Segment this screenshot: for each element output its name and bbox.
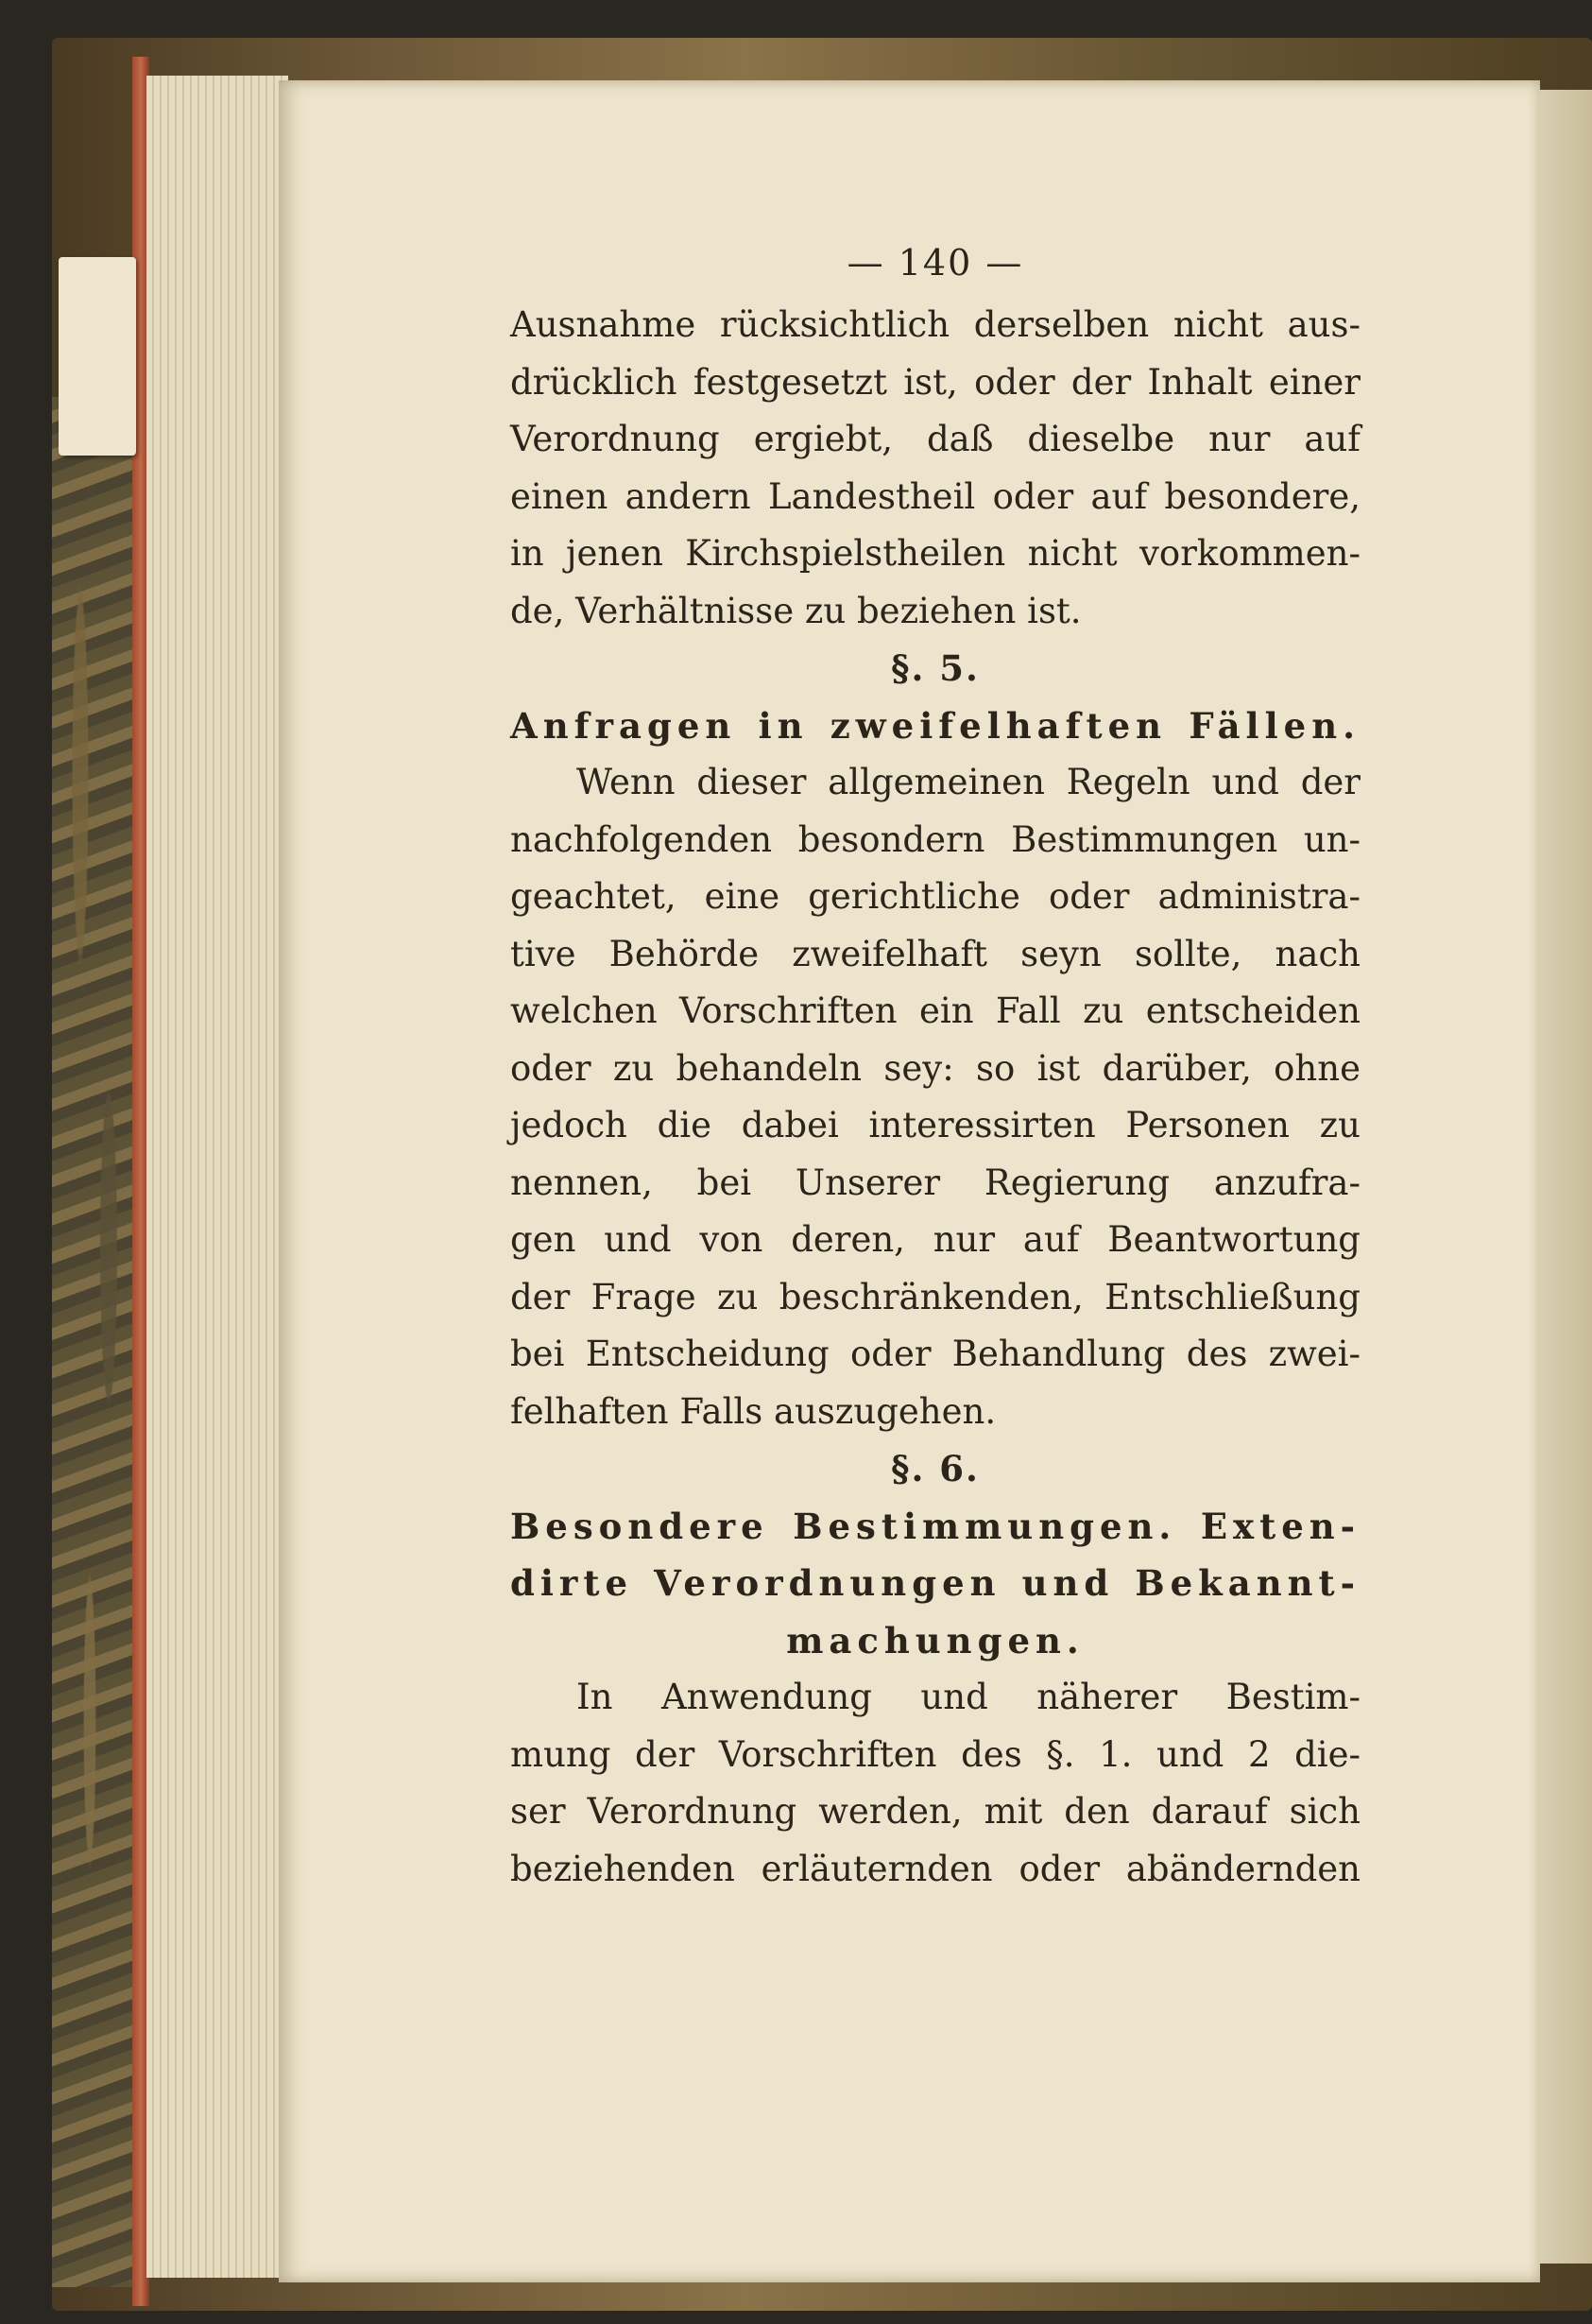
text-line: Ausnahme rücksichtlich derselben nicht aus- <box>510 304 1361 345</box>
text-line: mung der Vorschriften des §. 1. und 2 die- <box>510 1733 1361 1775</box>
text-line: beziehenden erläuternden oder abändernden <box>510 1848 1361 1889</box>
text-line: felhaften Falls auszugehen. <box>510 1390 997 1432</box>
text-line: tive Behörde zweifelhaft seyn sollte, nach <box>510 933 1361 974</box>
section-5-paragraph <box>510 754 1361 1440</box>
section-6-number: §. 6. <box>891 1448 980 1489</box>
text-line: Verordnung ergiebt, daß dieselbe nur auf <box>510 419 1361 459</box>
text-line: de, Verhältnisse zu beziehen ist. <box>510 590 1082 631</box>
text-line: einen andern Landestheil oder auf besondere, <box>510 475 1361 517</box>
section-5-title: Anfragen in zweifelhaften Fällen. <box>510 704 1361 747</box>
page-edges-stack <box>146 76 288 2278</box>
section-6-title-line: machungen. <box>786 1619 1085 1661</box>
section-6-title-line: Besondere Bestimmungen. Exten- <box>510 1505 1361 1547</box>
text-line: Wenn dieser allgemeinen Regeln und der <box>576 762 1361 802</box>
text-line: geachtet, eine gerichtliche oder administra- <box>510 876 1361 917</box>
text-line: drücklich festgesetzt ist, oder der Inhalt einer <box>510 361 1361 403</box>
text-line: nachfolgenden besondern Bestimmungen un- <box>510 818 1361 860</box>
bookmark-tab <box>59 257 136 456</box>
text-line: jedoch die dabei interessirten Personen zu <box>510 1105 1361 1145</box>
text-line: ser Verordnung werden, mit den darauf sich <box>510 1791 1361 1832</box>
paragraph-continued <box>510 297 1361 640</box>
next-page-edge <box>1540 90 1592 2264</box>
section-6-title-line: dirte Verordnungen und Bekannt- <box>510 1562 1361 1604</box>
text-line: welchen Vorschriften ein Fall zu entscheiden <box>510 990 1361 1031</box>
text-line: bei Entscheidung oder Behandlung des zwei- <box>510 1334 1361 1374</box>
section-5-number: §. 5. <box>891 647 980 689</box>
text-line: In Anwendung und näherer Bestim- <box>576 1677 1361 1717</box>
page-number: — 140 — <box>847 242 1024 284</box>
page-text <box>510 236 1361 1898</box>
text-line: in jenen Kirchspielstheilen nicht vorkommen- <box>510 533 1361 574</box>
text-line: der Frage zu beschränkenden, Entschließung <box>510 1276 1361 1317</box>
text-line: nennen, bei Unserer Regierung anzufra- <box>510 1162 1361 1203</box>
text-line: gen und von deren, nur auf Beantwortung <box>510 1219 1361 1260</box>
text-line: oder zu behandeln sey: so ist darüber, ohne <box>510 1047 1361 1089</box>
section-6-paragraph <box>510 1669 1361 1898</box>
